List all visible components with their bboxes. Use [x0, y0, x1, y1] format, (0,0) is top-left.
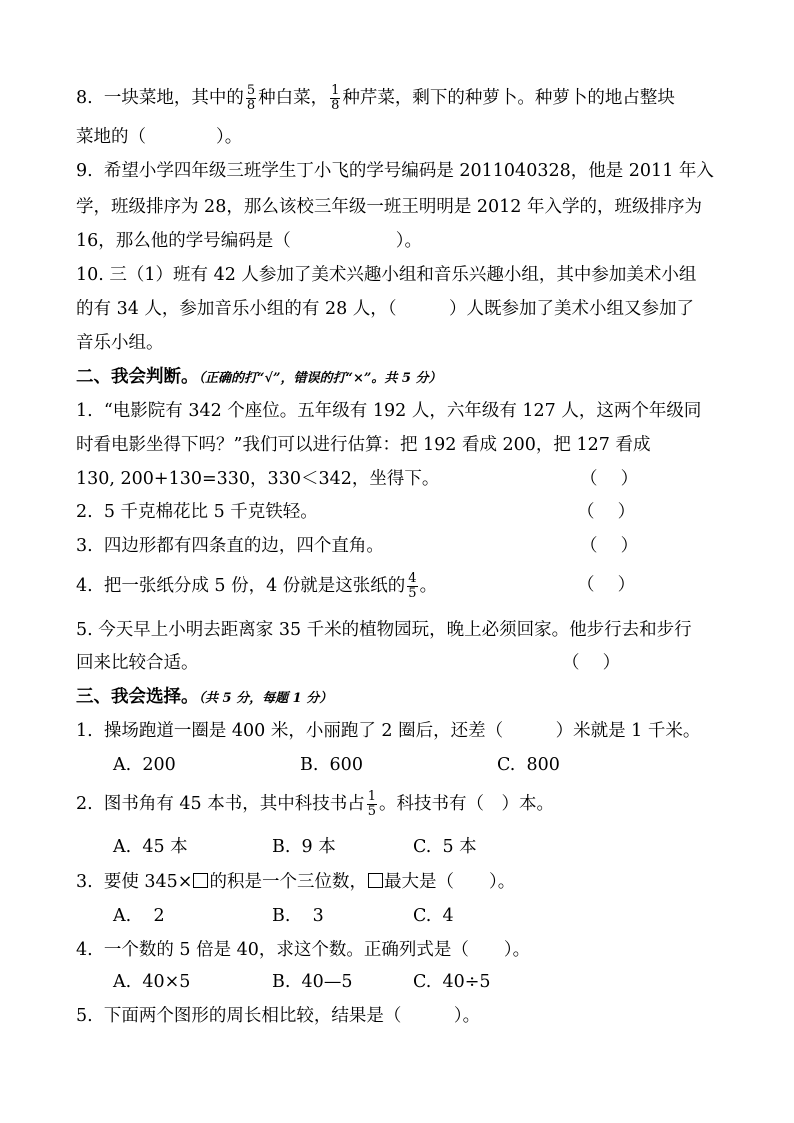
judge-q4-answer-paren[interactable]: （ ）	[577, 575, 636, 595]
blank-box-icon	[368, 873, 383, 888]
choose-q2-option-b[interactable]: B. 9 本	[272, 837, 336, 857]
judge-q5-line-1: 5. 今天早上小明去距离家 35 千米的植物园玩，晚上必须回家。他步行去和步行	[76, 620, 692, 640]
choose-q4-option-c[interactable]: C. 40÷5	[413, 972, 491, 992]
section-choose-note: （共 5 分，每题 1 分）	[198, 691, 333, 706]
judge-q1-line-2: 时看电影坐得下吗？”我们可以进行估算：把 192 看成 200，把 127 看成	[76, 435, 651, 455]
judge-q1-answer-paren[interactable]: （ ）	[580, 469, 639, 489]
judge-q5-answer-paren[interactable]: （ ）	[562, 653, 621, 673]
judge-q3: 3. 四边形都有四条直的边，四个直角。	[76, 536, 384, 556]
fraction-one-eighth: $\frac{1}{8}$	[331, 83, 340, 113]
question-10-line-3: 音乐小组。	[76, 333, 164, 353]
choose-q2-option-a[interactable]: A. 45 本	[113, 837, 188, 857]
choose-q4-option-b[interactable]: B. 40—5	[272, 972, 353, 992]
judge-q4: 4. 把一张纸分成 5 份，4 份就是这张纸的 $\frac{4}{5}$ 。	[76, 571, 438, 601]
judge-q3-answer-paren[interactable]: （ ）	[580, 536, 639, 556]
choose-q3-option-a[interactable]: A. 2	[113, 906, 165, 926]
question-9-line-3: 16，那么他的学号编码是（ ）。	[76, 231, 423, 251]
question-10-line-1: 10. 三（1）班有 42 人参加了美术兴趣小组和音乐兴趣小组，其中参加美术小组	[76, 265, 697, 285]
judge-q2: 2. 5 千克棉花比 5 千克铁轻。	[76, 502, 318, 522]
choose-q4: 4. 一个数的 5 倍是 40，求这个数。正确列式是（ ）。	[76, 940, 531, 960]
judge-q2-answer-paren[interactable]: （ ）	[577, 502, 636, 522]
question-9-line-2: 学，班级排序为 28，那么该校三年级一班王明明是 2012 年入学的，班级排序为	[76, 197, 702, 217]
blank-box-icon	[193, 873, 208, 888]
choose-q2-option-c[interactable]: C. 5 本	[413, 837, 477, 857]
choose-q1-option-c[interactable]: C. 800	[497, 755, 560, 775]
judge-q1-line-3: 130, 200+130=330，330＜342，坐得下。	[76, 469, 440, 489]
choose-q3: 3. 要使 345× 的积是一个三位数， 最大是（ ）。	[76, 872, 516, 892]
fraction-four-fifths: $\frac{4}{5}$	[408, 571, 417, 601]
fraction-one-fifth: $\frac{1}{5}$	[367, 789, 376, 819]
judge-q1-line-1: 1. “电影院有 342 个座位。五年级有 192 人，六年级有 127 人，这两个年级同	[76, 401, 702, 421]
choose-q3-option-b[interactable]: B. 3	[272, 906, 324, 926]
choose-q3-option-c[interactable]: C. 4	[413, 906, 454, 926]
choose-q2: 2. 图书角有 45 本书，其中科技书占 $\frac{1}{5}$ 。科技书有（ ）本。	[76, 789, 554, 819]
question-8-line-2: 菜地的（ ）。	[76, 127, 243, 147]
question-9-line-1: 9. 希望小学四年级三班学生丁小飞的学号编码是 2011040328，他是 2011 年入	[76, 161, 714, 181]
section-choose-title: 三、我会选择。（共 5 分，每题 1 分）	[76, 687, 333, 707]
choose-q4-option-a[interactable]: A. 40×5	[113, 972, 191, 992]
section-judge-note: （正确的打“√”，错误的打“×”。共 5 分）	[198, 371, 442, 386]
judge-q5-line-2: 回来比较合适。	[76, 653, 199, 673]
question-10-line-2: 的有 34 人，参加音乐小组的有 28 人，（ ）人既参加了美术小组又参加了	[76, 299, 695, 319]
choose-q5: 5. 下面两个图形的周长相比较，结果是（ ）。	[76, 1006, 481, 1026]
section-judge-title: 二、我会判断。（正确的打“√”，错误的打“×”。共 5 分）	[76, 367, 442, 387]
choose-q1-option-a[interactable]: A. 200	[113, 755, 176, 775]
choose-q1-option-b[interactable]: B. 600	[300, 755, 363, 775]
question-8-line-1: 8. 一块菜地，其中的 $\frac{5}{8}$ 种白菜， $\frac{1}{8}$ 种芹菜，剩下的种萝卜。种萝卜的地占整块	[76, 83, 675, 113]
fraction-five-eighths: $\frac{5}{8}$	[246, 83, 256, 113]
choose-q1: 1. 操场跑道一圈是 400 米，小丽跑了 2 圈后，还差（ ）米就是 1 千米。	[76, 721, 701, 741]
